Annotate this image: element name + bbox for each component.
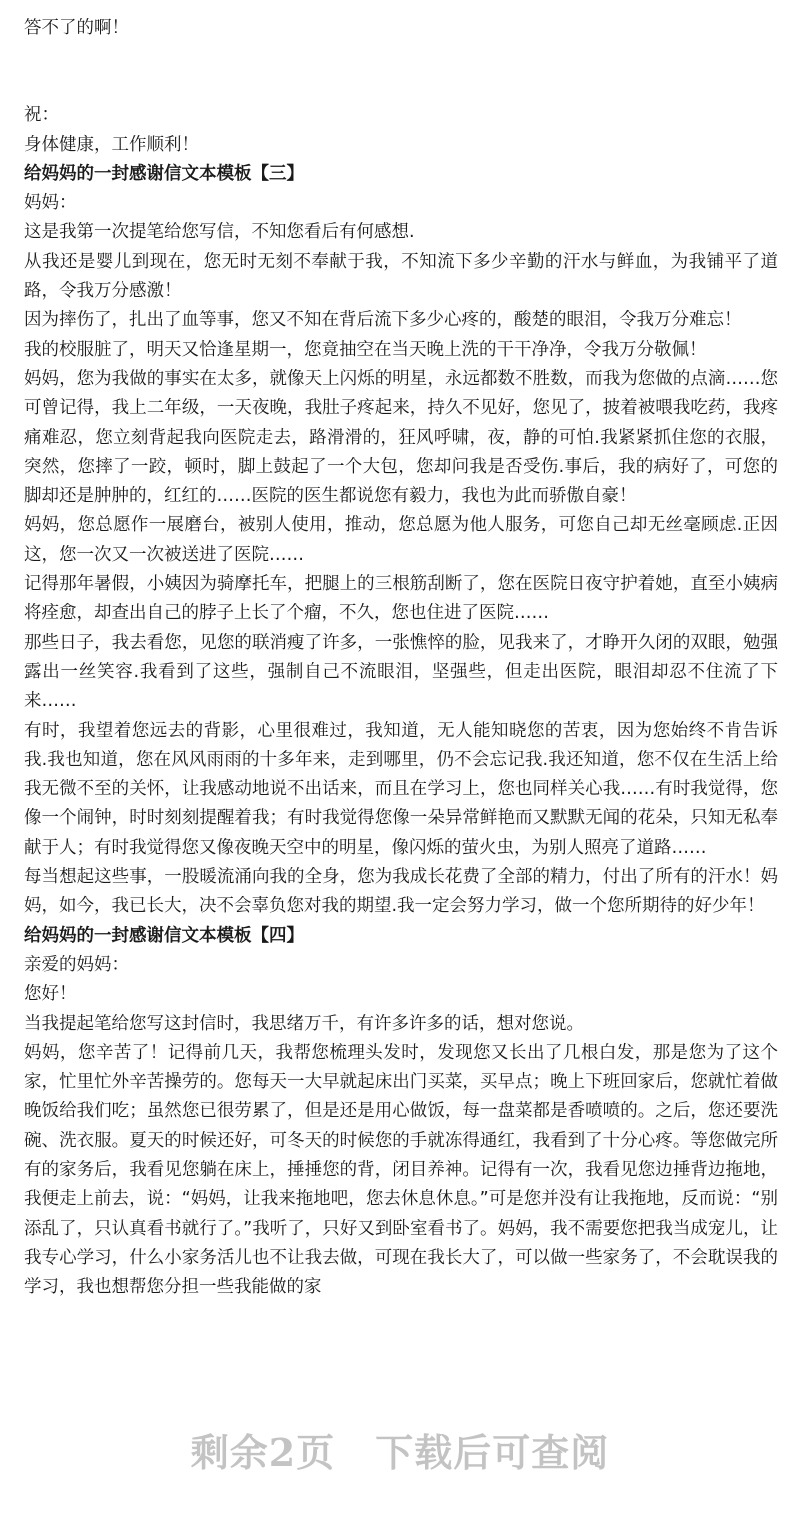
download-prompt[interactable]	[0, 1418, 800, 1488]
paragraph: 这是我第一次提笔给您写信，不知您看后有何感想.	[24, 222, 415, 243]
salutation-3: 妈妈：	[24, 193, 77, 214]
download-to-view-text: 下载后可查阅	[375, 1430, 610, 1475]
document-body	[24, 0, 778, 1302]
closing-wish: 身体健康，工作顺利！	[24, 134, 199, 155]
remaining-pages-text: 剩余2页	[190, 1430, 336, 1475]
section-heading-4: 给妈妈的一封感谢信文本模板【四】	[24, 925, 304, 946]
section-heading-3: 给妈妈的一封感谢信文本模板【三】	[24, 163, 304, 184]
paragraph: 每当想起这些事，一股暖流涌向我的全身，您为我成长花费了全部的精力，付出了所有的汗水！妈妈，如今，我已长大，决不会辜负您对我的期望.我一定会努力学习，做一个您所期待的好少年！	[24, 867, 778, 917]
paragraph: 有时，我望着您远去的背影，心里很难过，我知道，无人能知晓您的苦衷，因为您始终不肯告诉我.我也知道，您在风风雨雨的十多年来，走到哪里，仍不会忘记我.我还知道，您不仅在生活上给我无微不至的关怀，让我感动地说不出话来，而且在学习上，您也同样关心我……有时我觉得，您像一个闹钟，时时刻刻提醒着我；有时我觉得您像一朵异常鲜艳而又默默无闻的花朵，只知无私奉献于人；有时我觉得您又像夜晚天空中的明星，像闪烁的萤火虫，为别人照亮了道路……	[24, 720, 778, 858]
paragraph: 妈妈，您总愿作一展磨台，被别人使用，推动，您总愿为他人服务，可您自己却无丝毫顾虑.正因这，您一次又一次被送进了医院……	[24, 515, 778, 565]
paragraph: 我的校服脏了，明天又恰逢星期一，您竟抽空在当天晚上洗的干干净净，令我万分敬佩！	[24, 339, 707, 360]
paragraph: 记得那年暑假，小姨因为骑摩托车，把腿上的三根筋刮断了，您在医院日夜守护着她，直至小姨病将痊愈，却查出自己的脖子上长了个瘤，不久，您也住进了医院……	[24, 574, 778, 624]
blank-space	[24, 43, 778, 101]
salutation-4: 亲爱的妈妈：	[24, 954, 129, 975]
paragraph: 当我提起笔给您写这封信时，我思绪万千，有许多许多的话，想对您说。	[24, 1013, 584, 1034]
paragraph: 因为摔伤了，扎出了血等事，您又不知在背后流下多少心疼的，酸楚的眼泪，令我万分难忘！	[24, 310, 742, 331]
paragraph: 妈妈，您为我做的事实在太多，就像天上闪烁的明星，永远都数不胜数，而我为您做的点滴……您可曾记得，我上二年级，一天夜晚，我肚子疼起来，持久不见好，您见了，披着被喂我吃药，我疼痛难忍，您立刻背起我向医院走去，路滑滑的，狂风呼啸，夜，静的可怕.我紧紧抓住您的衣服，突然，您摔了一跤，顿时，脚上鼓起了一个大包，您却问我是否受伤.事后，我的病好了，可您的脚却还是肿肿的，红红的……医院的医生都说您有毅力，我也为此而骄傲自豪！	[24, 368, 778, 507]
greeting-4: 您好！	[24, 984, 77, 1005]
paragraph: 从我还是婴儿到现在，您无时无刻不奉献于我，不知流下多少辛勤的汗水与鲜血，为我铺平了道路，令我万分感激！	[24, 251, 778, 302]
paragraph: 妈妈，您辛苦了！记得前几天，我帮您梳理头发时，发现您又长出了几根白发，那是您为了这个家，忙里忙外辛苦操劳的。您每天一大早就起床出门买菜，买早点；晚上下班回家后，您就忙着做晚饭给我们吃；虽然您已很劳累了，但是还是用心做饭，每一盘菜都是香喷喷的。之后，您还要洗碗、洗衣服。夏天的时候还好，可冬天的时候您的手就冻得通红，我看到了十分心疼。等您做完所有的家务后，我看见您躺在床上，捶捶您的背，闭目养神。记得有一次，我看见您边捶背边拖地，我便走上前去，说：“妈妈，让我来拖地吧，您去休息休息。”可是您并没有让我拖地，反而说：“别添乱了，只认真看书就行了。”我听了，只好又到卧室看书了。妈妈，我不需要您把我当成宠儿，让我专心学习，什么小家务活儿也不让我去做，可现在我长大了，可以做一些家务了，不会耽误我的学习，我也想帮您分担一些我能做的家	[24, 1042, 778, 1298]
clipped-previous-line	[24, 0, 778, 14]
closing-greeting: 祝：	[24, 105, 59, 126]
paragraph: 那些日子，我去看您，见您的联消瘦了许多，一张憔悴的脸，见我来了，才睁开久闭的双眼，勉强露出一丝笑容.我看到了这些，强制自己不流眼泪，坚强些，但走出医院，眼泪却忍不住流了下来……	[24, 632, 778, 712]
previous-paragraph-end: 答不了的啊！	[24, 18, 129, 38]
